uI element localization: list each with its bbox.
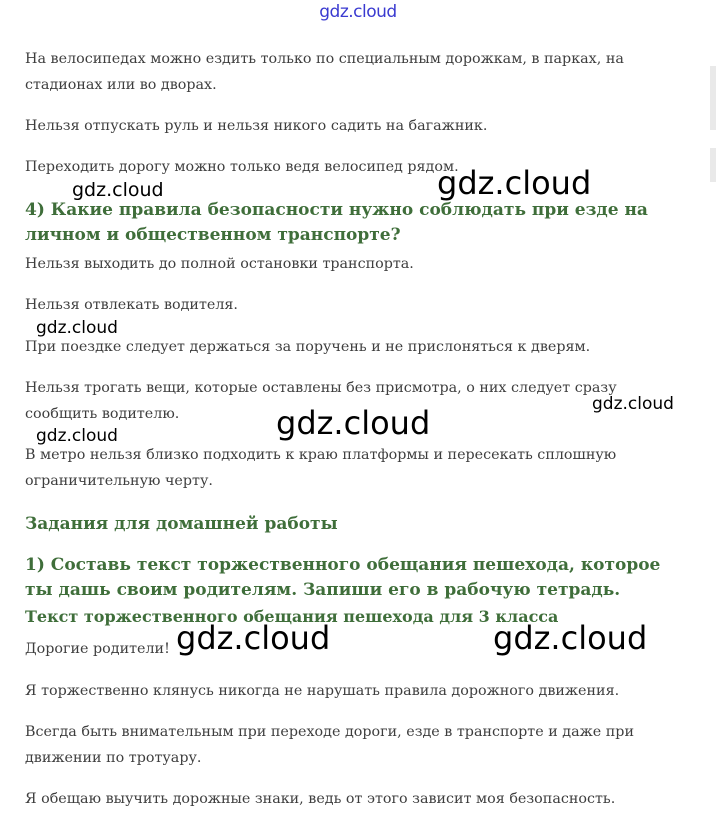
heading-pledge-text: Текст торжественного обещания пешехода для 3 класса: [25, 607, 559, 626]
heading-transport-question: 4) Какие правила безопасности нужно соблюдать при езде на личном и общественном транспорте?: [25, 200, 648, 245]
paragraph-pledge-oath: Я торжественно клянусь никогда не нарушать правила дорожного движения.: [25, 683, 620, 699]
watermark: gdz.cloud: [36, 426, 118, 446]
watermark: gdz.cloud: [437, 164, 592, 202]
watermark: gdz.cloud: [276, 404, 431, 442]
watermark: gdz.cloud: [176, 619, 331, 657]
watermark: gdz.cloud: [36, 318, 118, 338]
paragraph-transport-driver: Нельзя отвлекать водителя.: [25, 297, 238, 313]
paragraph-transport-handrail: При поездке следует держаться за поручень и не прислоняться к дверям.: [25, 339, 591, 355]
site-brand: gdz.cloud: [319, 2, 397, 22]
paragraph-bicycle-paths: На велосипедах можно ездить только по специальным дорожкам, в парках, на стадионах или во дворах.: [25, 51, 624, 93]
watermark: gdz.cloud: [592, 394, 674, 414]
edge-decoration: [710, 66, 716, 130]
watermark: gdz.cloud: [72, 179, 164, 201]
heading-homework-task: 1) Составь текст торжественного обещания пешехода, которое ты дашь своим родителям. Запиши его в рабочую тетрадь.: [25, 555, 661, 600]
paragraph-pledge-signs: Я обещаю выучить дорожные знаки, ведь от этого зависит моя безопасность.: [25, 791, 616, 807]
watermark: gdz.cloud: [493, 619, 648, 657]
paragraph-bicycle-handlebar: Нельзя отпускать руль и нельзя никого садить на багажник.: [25, 118, 488, 134]
paragraph-transport-stop: Нельзя выходить до полной остановки транспорта.: [25, 256, 414, 272]
paragraph-pledge-greeting: Дорогие родители!: [25, 641, 170, 657]
paragraph-pledge-attentive: Всегда быть внимательным при переходе дороги, езде в транспорте и даже при движении по тротуару.: [25, 724, 634, 766]
paragraph-transport-metro: В метро нельзя близко подходить к краю платформы и пересекать сплошную ограничительную черту.: [25, 447, 617, 489]
paragraph-bicycle-crossing: Переходить дорогу можно только ведя велосипед рядом.: [25, 159, 459, 175]
edge-decoration: [710, 148, 716, 182]
paragraph-transport-unattended: Нельзя трогать вещи, которые оставлены без присмотра, о них следует сразу сообщить водителю.: [25, 380, 617, 422]
heading-homework: Задания для домашней работы: [25, 514, 338, 534]
